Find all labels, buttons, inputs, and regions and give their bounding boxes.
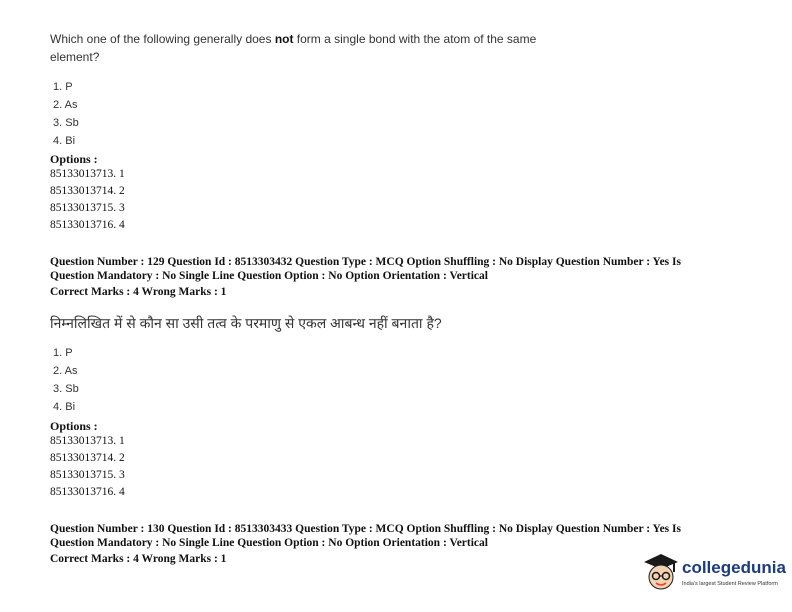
question-text: [50, 30, 536, 66]
question-meta-line-2: Question Mandatory : No Single Line Question Option : No Option Orientation : Vertical: [50, 537, 488, 549]
option-id-1: 85133013713. 1: [50, 435, 125, 447]
question-line-1: Which one of the following generally does not form a single bond with the atom of the same: [50, 32, 537, 46]
option-id-2: 85133013714. 2: [50, 185, 125, 197]
option-id-4: 85133013716. 4: [50, 219, 125, 231]
option-4: 4. Bi: [53, 135, 76, 147]
question-meta-line-3: Correct Marks : 4 Wrong Marks : 1: [50, 286, 227, 298]
option-3: 3. Sb: [53, 117, 79, 129]
question-meta-line-1: Question Number : 130 Question Id : 8513303433 Question Type : MCQ Option Shuffling : No Display Question Number : Yes Is: [50, 523, 681, 535]
question-line-2: element?: [50, 50, 100, 64]
question-meta: [50, 255, 681, 299]
option-id-3: 85133013715. 3: [50, 469, 125, 481]
logo-wordmark: collegedunia: [682, 558, 786, 577]
option-3: 3. Sb: [53, 383, 79, 395]
question-meta-line-3: Correct Marks : 4 Wrong Marks : 1: [50, 553, 227, 565]
logo-tagline: India's largest Student Review Platform: [682, 581, 778, 587]
options-label: Options :: [50, 419, 98, 433]
question-meta: [50, 522, 710, 566]
option-2: 2. As: [53, 99, 78, 111]
emphasis-not: not: [274, 32, 294, 46]
option-id-3: 85133013715. 3: [50, 202, 125, 214]
question-meta-line-2: Question Mandatory : No Single Line Question Option : No Option Orientation : Vertical: [50, 270, 488, 282]
question-meta-line-1: Question Number : 129 Question Id : 8513303432 Question Type : MCQ Option Shuffling : No Display Question Number : Yes Is: [50, 256, 681, 268]
option-id-2: 85133013714. 2: [50, 452, 125, 464]
option-4: 4. Bi: [53, 401, 76, 413]
options-label: Options :: [50, 152, 98, 166]
student-mascot-icon: [642, 552, 680, 594]
option-id-4: 85133013716. 4: [50, 486, 125, 498]
option-1: 1. P: [53, 81, 73, 93]
option-1: 1. P: [53, 347, 73, 359]
question-text-hindi: निम्नलिखित में से कौन सा उसी तत्व के परमाणु से एकल आबन्ध नहीं बनाता है?: [50, 315, 442, 331]
option-2: 2. As: [53, 365, 78, 377]
collegedunia-logo: [642, 548, 786, 598]
option-id-1: 85133013713. 1: [50, 168, 125, 180]
